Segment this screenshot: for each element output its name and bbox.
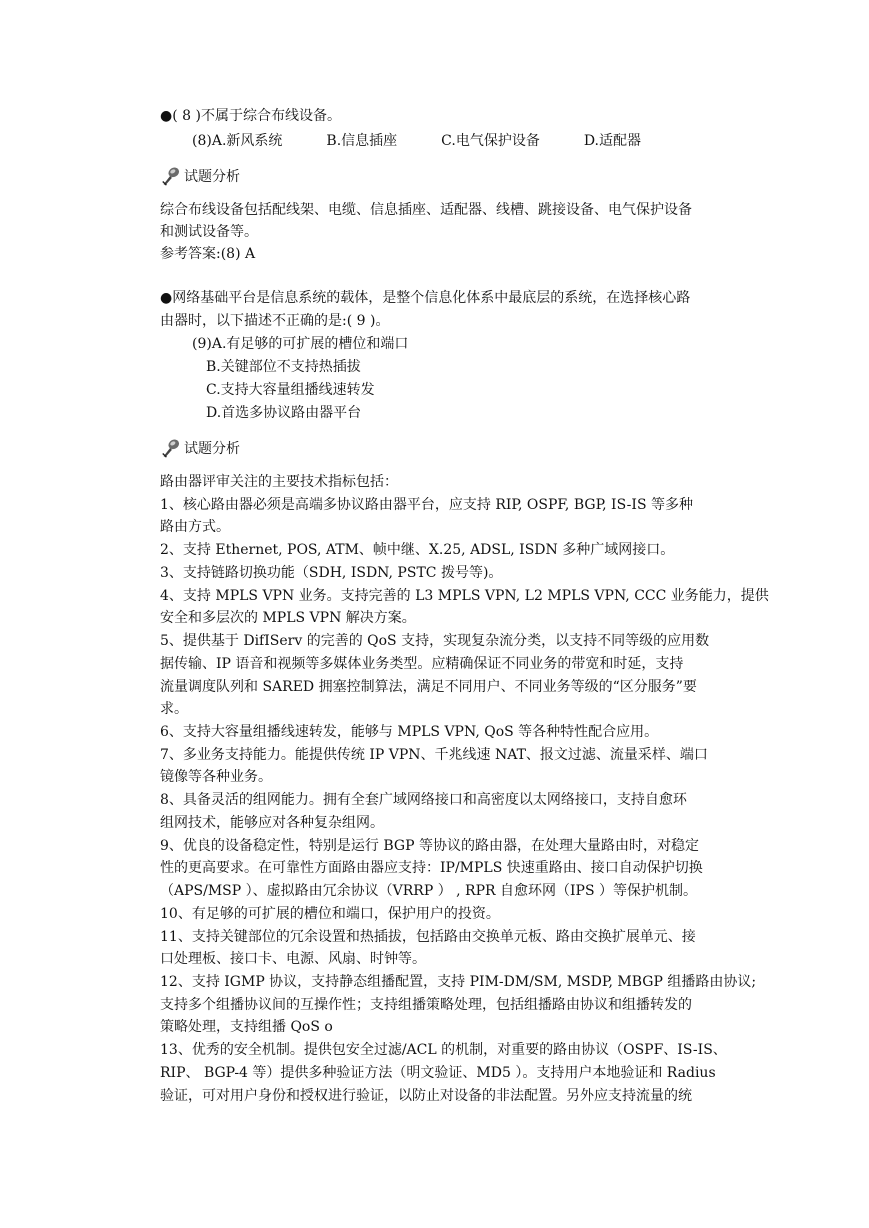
analysis-line: 据传输、IP 语音和视频等多媒体业务类型。应精确保证不同业务的带宽和时延，支持 <box>160 656 684 672</box>
analysis-line: 11、支持关键部位的冗余设置和热插拔，包括路由交换单元板、路由交换扩展单元、接 <box>160 929 696 945</box>
analysis-line: 验证，可对用户身份和授权进行验证，以防止对设备的非法配置。另外应支持流量的统 <box>160 1088 692 1104</box>
analysis-line: 安全和多层次的 MPLS VPN 解决方案。 <box>160 610 416 626</box>
q9-stem-line: 由器时，以下描述不正确的是:( 9 )。 <box>160 313 390 329</box>
analysis-line: 流量调度队列和 SARED 拥塞控制算法，满足不同用户、不同业务等级的“区分服务”要 <box>160 679 697 695</box>
q8-stem: ●( 8 )不属于综合布线设备。 <box>160 108 341 124</box>
analysis-line: （APS/MSP ）、虚拟路由冗余协议（VRRP ） , RPR 自愈环网（IPS ）等保护机制。 <box>160 883 697 899</box>
analysis-line: 3、支持链路切换功能（SDH, ISDN, PSTC 拨号等)。 <box>160 565 503 581</box>
q8-options <box>192 130 641 152</box>
analysis-line: 8、具备灵活的组网能力。拥有全套广域网络接口和高密度以太网络接口，支持自愈环 <box>160 792 687 808</box>
q8-option-c: C.电气保护设备 <box>441 133 540 149</box>
q9-analysis-heading <box>160 436 240 460</box>
q8-option-a: (8)A.新风系统 <box>192 133 283 149</box>
analysis-line: 13、优秀的安全机制。提供包安全过滤/ACL 的机制，对重要的路由协议（OSPF、IS-IS、 <box>160 1042 727 1058</box>
q8-option-d: D.适配器 <box>583 133 642 149</box>
analysis-line: 9、优良的设备稳定性，特别是运行 BGP 等协议的路由器，在处理大量路由时，对稳定 <box>160 838 699 854</box>
analysis-line: 6、支持大容量组播线速转发，能够与 MPLS VPN, QoS 等各种特性配合应用。 <box>160 724 659 740</box>
analysis-line: 镜像等各种业务。 <box>160 769 272 785</box>
analysis-line: 2、支持 Ethernet, POS, ATM、帧中继、X.25, ADSL, ISDN 多种广域网接口。 <box>160 542 675 558</box>
analysis-line: 12、支持 IGMP 协议，支持静态组播配置，支持 PIM-DM/SM, MSDP, MBGP 组播路由协议; <box>160 974 757 990</box>
q8-analysis-heading <box>160 164 240 188</box>
analysis-line: 支持多个组播协议间的互操作性；支持组播策略处理，包括组播路由协议和组播转发的 <box>160 997 692 1013</box>
q9-analysis-label: 试题分析 <box>184 441 240 457</box>
q8-answer: 参考答案:(8) A <box>160 246 256 262</box>
analysis-line: 5、提供基于 DifIServ 的完善的 QoS 支持，实现复杂流分类，以支持不同等级的应用数 <box>160 633 710 649</box>
q9-option-b: B.关键部位不支持热插拔 <box>206 359 361 375</box>
analysis-line: RIP、 BGP-4 等）提供多种验证方法（明文验证、MD5 ）。支持用户本地验证和 Radius <box>160 1065 716 1081</box>
q9-option-d: D.首选多协议路由器平台 <box>206 405 362 421</box>
pen-tool-icon <box>160 437 182 459</box>
q9-option-a: (9)A.有足够的可扩展的槽位和端口 <box>192 336 409 352</box>
analysis-line: 10、有足够的可扩展的槽位和端口，保护用户的投资。 <box>160 906 500 922</box>
analysis-line: 路由器评审关注的主要技术指标包括： <box>160 474 398 490</box>
analysis-line: 性的更高要求。在可靠性方面路由器应支持：IP/MPLS 快速重路由、接口自动保护切换 <box>160 860 703 876</box>
q8-analysis-label: 试题分析 <box>184 169 240 185</box>
q9-stem-line: ●网络基础平台是信息系统的载体，是整个信息化体系中最底层的系统，在选择核心路 <box>160 290 691 306</box>
pen-tool-icon <box>160 165 182 187</box>
analysis-line: 策略处理，支持组播 QoS o <box>160 1019 333 1035</box>
q8-explanation-line: 和测试设备等。 <box>160 224 258 240</box>
q8-option-b: B.信息插座 <box>326 133 398 149</box>
analysis-line: 7、多业务支持能力。能提供传统 IP VPN、千兆线速 NAT、报文过滤、流量采样、端口 <box>160 747 708 763</box>
analysis-line: 求。 <box>160 701 188 717</box>
analysis-line: 组网技术，能够应对各种复杂组网。 <box>160 815 384 831</box>
q9-option-c: C.支持大容量组播线速转发 <box>206 382 375 398</box>
analysis-line: 4、支持 MPLS VPN 业务。支持完善的 L3 MPLS VPN, L2 MPLS VPN, CCC 业务能力，提供 <box>160 588 769 604</box>
analysis-line: 路由方式。 <box>160 519 230 535</box>
analysis-line: 1、核心路由器必须是高端多协议路由器平台，应支持 RIP, OSPF, BGP, IS-IS 等多种 <box>160 497 693 513</box>
analysis-line: 口处理板、接口卡、电源、风扇、时钟等。 <box>160 951 426 967</box>
q8-explanation-line: 综合布线设备包括配线架、电缆、信息插座、适配器、线槽、跳接设备、电气保护设备 <box>160 202 692 218</box>
